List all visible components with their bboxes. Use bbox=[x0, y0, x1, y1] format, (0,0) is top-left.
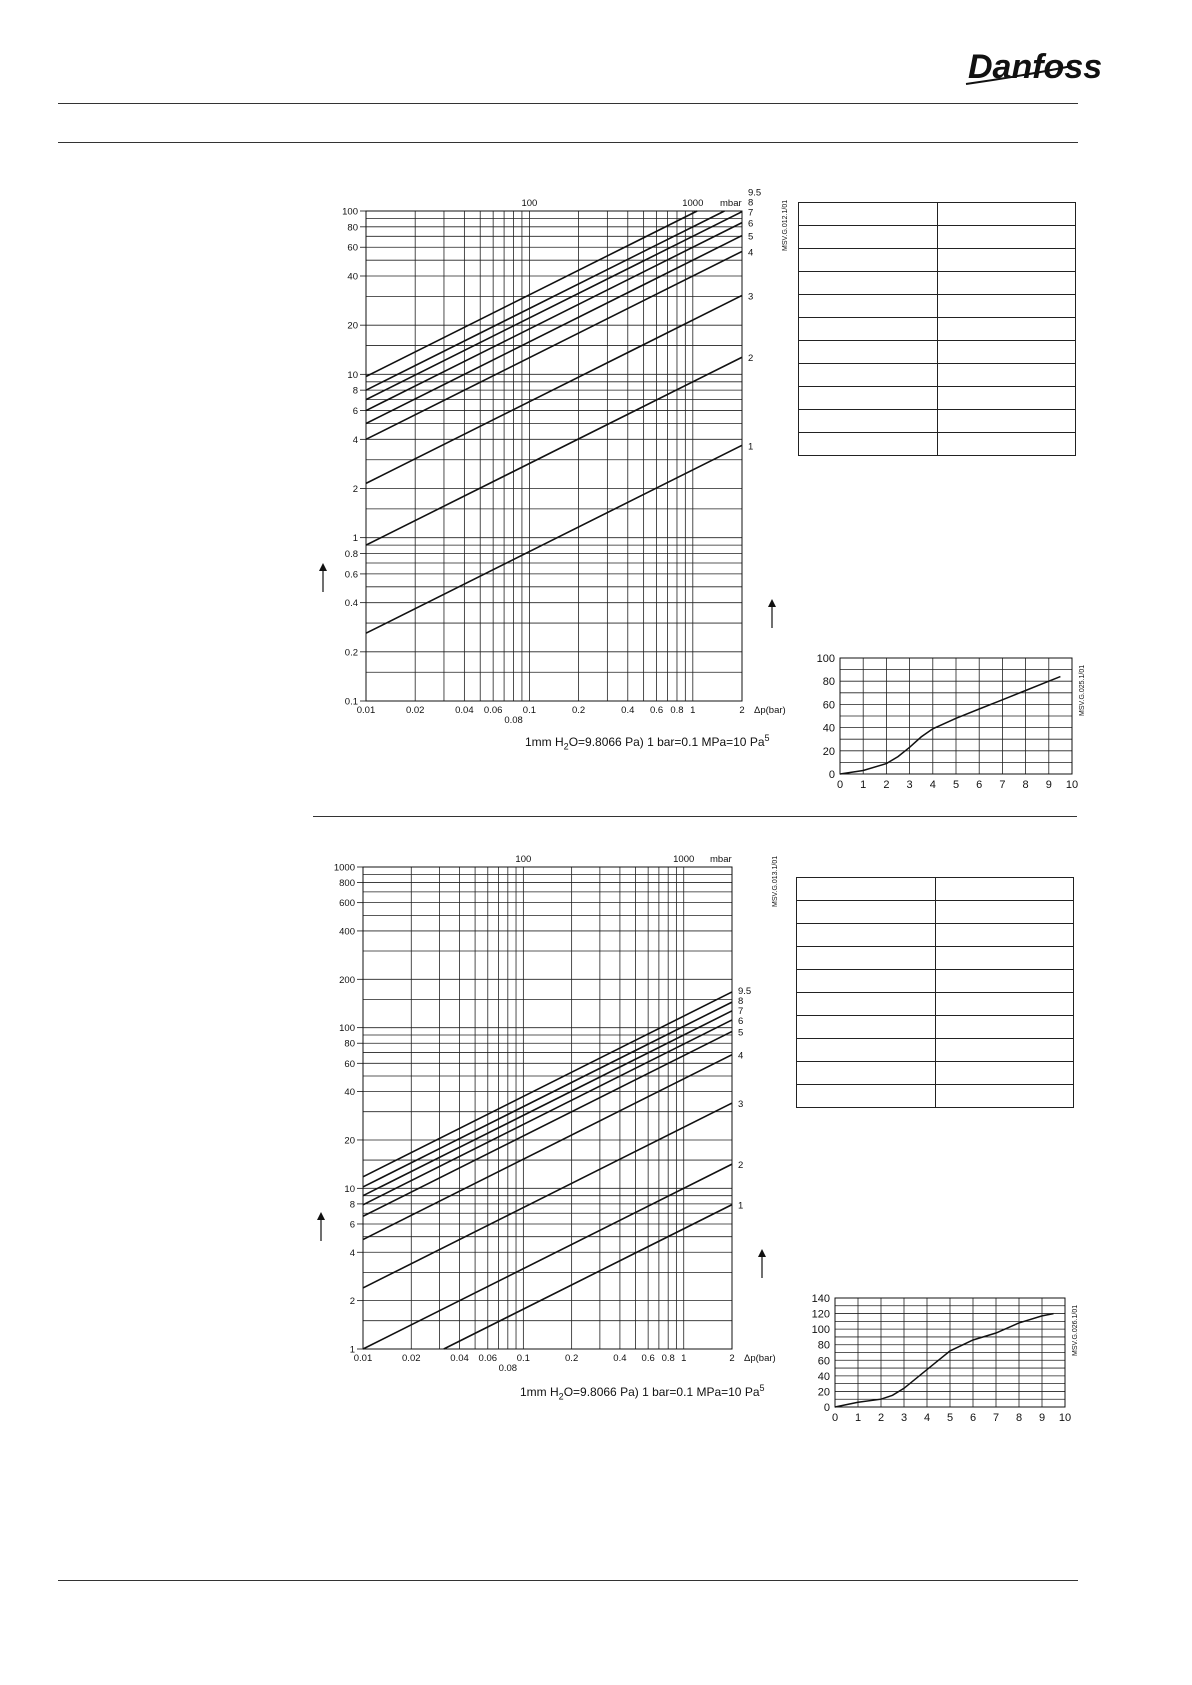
x-tick-label: 0.08 bbox=[498, 1363, 518, 1374]
series-label: 2 bbox=[748, 353, 754, 365]
y-tick-label: 0.4 bbox=[344, 598, 358, 610]
table-cell bbox=[797, 1085, 936, 1108]
y-tick-label: 20 bbox=[344, 1135, 355, 1147]
x-tick-label: 0.6 bbox=[649, 705, 664, 716]
x-tick-label: 0 bbox=[831, 1412, 839, 1424]
unit-note-sup: 5 bbox=[759, 1383, 765, 1393]
x-tick-label: 7 bbox=[999, 779, 1006, 791]
table-row bbox=[797, 993, 1074, 1016]
figure-code: MSV.G.013.1/01 bbox=[772, 855, 779, 907]
y-tick-label: 60 bbox=[822, 699, 835, 712]
x-tick-label: 2 bbox=[883, 779, 890, 791]
y-tick-label: 0.8 bbox=[344, 548, 358, 560]
x-tick-label: 3 bbox=[900, 1412, 908, 1424]
table-row bbox=[797, 1085, 1074, 1108]
x-tick-label: 0.8 bbox=[670, 705, 684, 716]
series-label: 1 bbox=[748, 441, 754, 453]
y-tick-label: 60 bbox=[347, 242, 358, 254]
x-tick-label: 2 bbox=[739, 705, 745, 716]
x-tick-label: 6 bbox=[976, 779, 983, 791]
series-label: 9.5 bbox=[748, 187, 762, 199]
series-label: 9.5 bbox=[738, 985, 752, 997]
top-tick-label: 100 bbox=[521, 198, 538, 209]
header-rule-bottom bbox=[58, 142, 1078, 143]
y-tick-label: 80 bbox=[344, 1038, 355, 1050]
y-tick-label: 20 bbox=[347, 320, 358, 332]
series-label: 5 bbox=[748, 231, 754, 243]
y-tick-label: 8 bbox=[349, 1199, 355, 1211]
table-cell bbox=[935, 993, 1074, 1016]
x-tick-label: 2 bbox=[729, 1353, 735, 1364]
top-tick-label: 1000 bbox=[673, 854, 695, 865]
table-row bbox=[799, 433, 1076, 456]
y-tick-label: 6 bbox=[352, 406, 358, 418]
table-cell bbox=[799, 272, 938, 295]
table-row bbox=[797, 1016, 1074, 1039]
y-tick-label: 600 bbox=[339, 898, 355, 910]
section-divider bbox=[313, 816, 1077, 817]
table-cell bbox=[797, 1039, 936, 1062]
x-tick-label: 0.2 bbox=[571, 705, 586, 716]
series-label: 8 bbox=[748, 197, 754, 209]
table-row bbox=[799, 272, 1076, 295]
x-tick-label: 10 bbox=[1065, 779, 1079, 791]
top-axis-title: mbar bbox=[710, 854, 732, 865]
series-label: 7 bbox=[748, 207, 754, 219]
table-row bbox=[797, 901, 1074, 924]
y-tick-label: 40 bbox=[817, 1370, 830, 1383]
table-cell bbox=[799, 433, 938, 456]
table-row bbox=[799, 249, 1076, 272]
figure-code: MSV.G.025.1/01 bbox=[1079, 664, 1086, 716]
position-table-1 bbox=[798, 202, 1076, 456]
table-cell bbox=[797, 878, 936, 901]
x-tick-label: 0 bbox=[836, 779, 844, 791]
x-axis-title: Δp(bar) bbox=[754, 705, 786, 716]
x-tick-label: 0.02 bbox=[402, 1353, 421, 1364]
table-cell bbox=[797, 924, 936, 947]
table-cell bbox=[799, 410, 938, 433]
top-tick-label: 100 bbox=[515, 854, 532, 865]
x-tick-label: 0.1 bbox=[516, 1353, 530, 1364]
x-tick-label: 1 bbox=[681, 1353, 687, 1364]
table-cell bbox=[937, 387, 1076, 410]
table-cell bbox=[799, 203, 938, 226]
flow-diagram-1 bbox=[340, 175, 789, 755]
series-line bbox=[366, 211, 697, 376]
logo-text: Danfoss bbox=[968, 48, 1103, 86]
position-chart-1 bbox=[800, 648, 1090, 798]
table-row bbox=[797, 970, 1074, 993]
series-line bbox=[366, 211, 724, 390]
up-arrow-icon bbox=[316, 562, 330, 594]
table-cell bbox=[797, 1062, 936, 1085]
x-tick-label: 1 bbox=[690, 705, 696, 716]
y-tick-label: 100 bbox=[342, 206, 358, 218]
y-tick-label: 140 bbox=[811, 1293, 830, 1305]
y-tick-label: 4 bbox=[352, 434, 358, 446]
x-tick-label: 0.2 bbox=[565, 1353, 579, 1364]
x-tick-label: 0.01 bbox=[356, 705, 376, 716]
y-tick-label: 1 bbox=[352, 533, 358, 545]
series-label: 4 bbox=[748, 247, 754, 259]
y-tick-label: 0.6 bbox=[344, 569, 358, 581]
y-tick-label: 1 bbox=[349, 1344, 355, 1356]
flow-diagram-2 bbox=[333, 850, 779, 1374]
x-tick-label: 8 bbox=[1015, 1412, 1023, 1424]
x-tick-label: 8 bbox=[1022, 779, 1029, 791]
y-tick-label: 20 bbox=[822, 745, 835, 758]
y-tick-label: 100 bbox=[339, 1023, 355, 1035]
table-cell bbox=[937, 295, 1076, 318]
up-arrow-icon bbox=[755, 1248, 769, 1280]
series-label: 4 bbox=[738, 1050, 744, 1062]
y-tick-label: 1000 bbox=[333, 862, 355, 874]
table-cell bbox=[935, 924, 1074, 947]
series-label: 1 bbox=[738, 1200, 744, 1212]
series-label: 6 bbox=[738, 1015, 744, 1027]
y-tick-label: 40 bbox=[822, 722, 835, 735]
unit-note-2 bbox=[520, 1383, 765, 1401]
table-cell bbox=[937, 203, 1076, 226]
table-cell bbox=[937, 410, 1076, 433]
table-row bbox=[799, 341, 1076, 364]
table-row bbox=[797, 1039, 1074, 1062]
table-cell bbox=[797, 970, 936, 993]
table-cell bbox=[935, 878, 1074, 901]
y-tick-label: 60 bbox=[817, 1355, 830, 1368]
x-tick-label: 9 bbox=[1038, 1412, 1046, 1424]
x-tick-label: 0.06 bbox=[478, 1353, 498, 1364]
table-row bbox=[797, 1062, 1074, 1085]
y-tick-label: 10 bbox=[347, 369, 358, 381]
up-arrow-icon bbox=[314, 1211, 328, 1243]
y-tick-label: 0 bbox=[823, 1402, 830, 1414]
y-tick-label: 4 bbox=[349, 1247, 355, 1259]
table-row bbox=[797, 878, 1074, 901]
x-axis-title: Δp(bar) bbox=[744, 1353, 776, 1364]
y-tick-label: 200 bbox=[339, 974, 355, 986]
x-tick-label: 0.04 bbox=[450, 1353, 469, 1364]
x-tick-label: 0.04 bbox=[455, 705, 474, 716]
table-cell bbox=[935, 1085, 1074, 1108]
table-cell bbox=[935, 947, 1074, 970]
unit-note-prefix: 1mm H bbox=[525, 735, 564, 749]
y-tick-label: 6 bbox=[349, 1219, 355, 1231]
table-cell bbox=[935, 970, 1074, 993]
table-row bbox=[799, 364, 1076, 387]
x-tick-label: 4 bbox=[923, 1412, 931, 1424]
x-tick-label: 0.08 bbox=[504, 715, 523, 726]
x-tick-label: 10 bbox=[1058, 1412, 1072, 1424]
y-tick-label: 8 bbox=[352, 385, 358, 397]
y-tick-label: 10 bbox=[344, 1183, 355, 1195]
danfoss-logo-mark bbox=[962, 40, 1103, 95]
y-tick-label: 40 bbox=[344, 1087, 355, 1099]
table-cell bbox=[797, 993, 936, 1016]
unit-note-sub: 2 bbox=[563, 741, 569, 752]
x-tick-label: 1 bbox=[860, 779, 867, 791]
series-label: 7 bbox=[738, 1005, 744, 1017]
series-label: 8 bbox=[738, 995, 744, 1007]
table-cell bbox=[937, 318, 1076, 341]
series-label: 5 bbox=[738, 1027, 744, 1039]
x-tick-label: 1 bbox=[854, 1412, 862, 1424]
x-tick-label: 0.01 bbox=[353, 1353, 373, 1364]
x-tick-label: 0.4 bbox=[621, 705, 635, 716]
table-cell bbox=[937, 341, 1076, 364]
table-row bbox=[799, 203, 1076, 226]
unit-note-1 bbox=[525, 733, 770, 751]
table-cell bbox=[935, 901, 1074, 924]
table-cell bbox=[937, 272, 1076, 295]
figure-code: MSV.G.012.1/01 bbox=[782, 199, 789, 251]
y-tick-label: 80 bbox=[817, 1339, 830, 1352]
series-label: 3 bbox=[738, 1099, 744, 1111]
y-tick-label: 400 bbox=[339, 926, 355, 938]
table-cell bbox=[799, 249, 938, 272]
y-tick-label: 80 bbox=[822, 676, 835, 689]
x-tick-label: 0.06 bbox=[483, 705, 503, 716]
y-tick-label: 100 bbox=[816, 653, 835, 665]
table-cell bbox=[937, 249, 1076, 272]
figure-code: MSV.G.026.1/01 bbox=[1072, 1304, 1079, 1356]
x-tick-label: 0.6 bbox=[641, 1353, 655, 1364]
table-cell bbox=[799, 364, 938, 387]
y-tick-label: 100 bbox=[811, 1324, 830, 1337]
y-tick-label: 0.2 bbox=[344, 647, 358, 659]
table-cell bbox=[797, 1016, 936, 1039]
y-tick-label: 0 bbox=[828, 769, 835, 781]
unit-note-middle: O=9.8066 Pa) 1 bar=0.1 MPa=10 Pa bbox=[568, 735, 765, 749]
table-row bbox=[799, 410, 1076, 433]
x-tick-label: 0.02 bbox=[405, 705, 425, 716]
table-cell bbox=[799, 295, 938, 318]
table-cell bbox=[799, 387, 938, 410]
unit-note-middle: O=9.8066 Pa) 1 bar=0.1 MPa=10 Pa bbox=[563, 1385, 760, 1399]
table-row bbox=[799, 387, 1076, 410]
table-cell bbox=[937, 364, 1076, 387]
table-cell bbox=[937, 433, 1076, 456]
table-cell bbox=[937, 226, 1076, 249]
table-cell bbox=[935, 1039, 1074, 1062]
table-cell bbox=[935, 1062, 1074, 1085]
table-cell bbox=[799, 318, 938, 341]
table-cell bbox=[797, 901, 936, 924]
table-row bbox=[797, 924, 1074, 947]
x-tick-label: 6 bbox=[969, 1412, 977, 1424]
unit-note-sup: 5 bbox=[764, 733, 770, 743]
top-tick-label: 1000 bbox=[682, 198, 704, 209]
x-tick-label: 0.8 bbox=[661, 1353, 675, 1364]
x-tick-label: 9 bbox=[1045, 779, 1052, 791]
y-tick-label: 800 bbox=[339, 878, 355, 890]
x-tick-label: 2 bbox=[877, 1412, 885, 1424]
x-tick-label: 0.1 bbox=[522, 705, 537, 716]
x-tick-label: 5 bbox=[952, 779, 960, 791]
unit-note-sub: 2 bbox=[558, 1391, 564, 1402]
table-cell bbox=[935, 1016, 1074, 1039]
series-label: 2 bbox=[738, 1160, 744, 1172]
x-tick-label: 5 bbox=[946, 1412, 954, 1424]
table-row bbox=[799, 318, 1076, 341]
position-table-2 bbox=[796, 877, 1074, 1108]
y-tick-label: 60 bbox=[344, 1058, 355, 1070]
x-tick-label: 3 bbox=[906, 779, 913, 791]
table-cell bbox=[799, 341, 938, 364]
table-cell bbox=[797, 947, 936, 970]
table-row bbox=[799, 226, 1076, 249]
y-tick-label: 80 bbox=[347, 222, 358, 234]
header-rule-top bbox=[58, 103, 1078, 104]
position-chart-2 bbox=[795, 1290, 1085, 1430]
x-tick-label: 0.4 bbox=[613, 1353, 627, 1364]
series-label: 6 bbox=[748, 218, 754, 230]
y-tick-label: 2 bbox=[352, 483, 358, 495]
y-tick-label: 40 bbox=[347, 271, 358, 283]
up-arrow-icon bbox=[765, 598, 779, 630]
series-line bbox=[840, 677, 1060, 774]
y-tick-label: 2 bbox=[349, 1296, 355, 1308]
y-tick-label: 20 bbox=[817, 1386, 830, 1399]
y-tick-label: 0.1 bbox=[344, 696, 358, 708]
series-label: 3 bbox=[748, 291, 754, 303]
y-tick-label: 120 bbox=[811, 1308, 830, 1321]
table-row bbox=[799, 295, 1076, 318]
top-axis-title: mbar bbox=[720, 198, 742, 209]
footer-rule bbox=[58, 1580, 1078, 1581]
table-cell bbox=[799, 226, 938, 249]
unit-note-prefix: 1mm H bbox=[520, 1385, 559, 1399]
table-row bbox=[797, 947, 1074, 970]
x-tick-label: 4 bbox=[929, 779, 936, 791]
danfoss-logo bbox=[962, 40, 1103, 100]
x-tick-label: 7 bbox=[992, 1412, 1000, 1424]
